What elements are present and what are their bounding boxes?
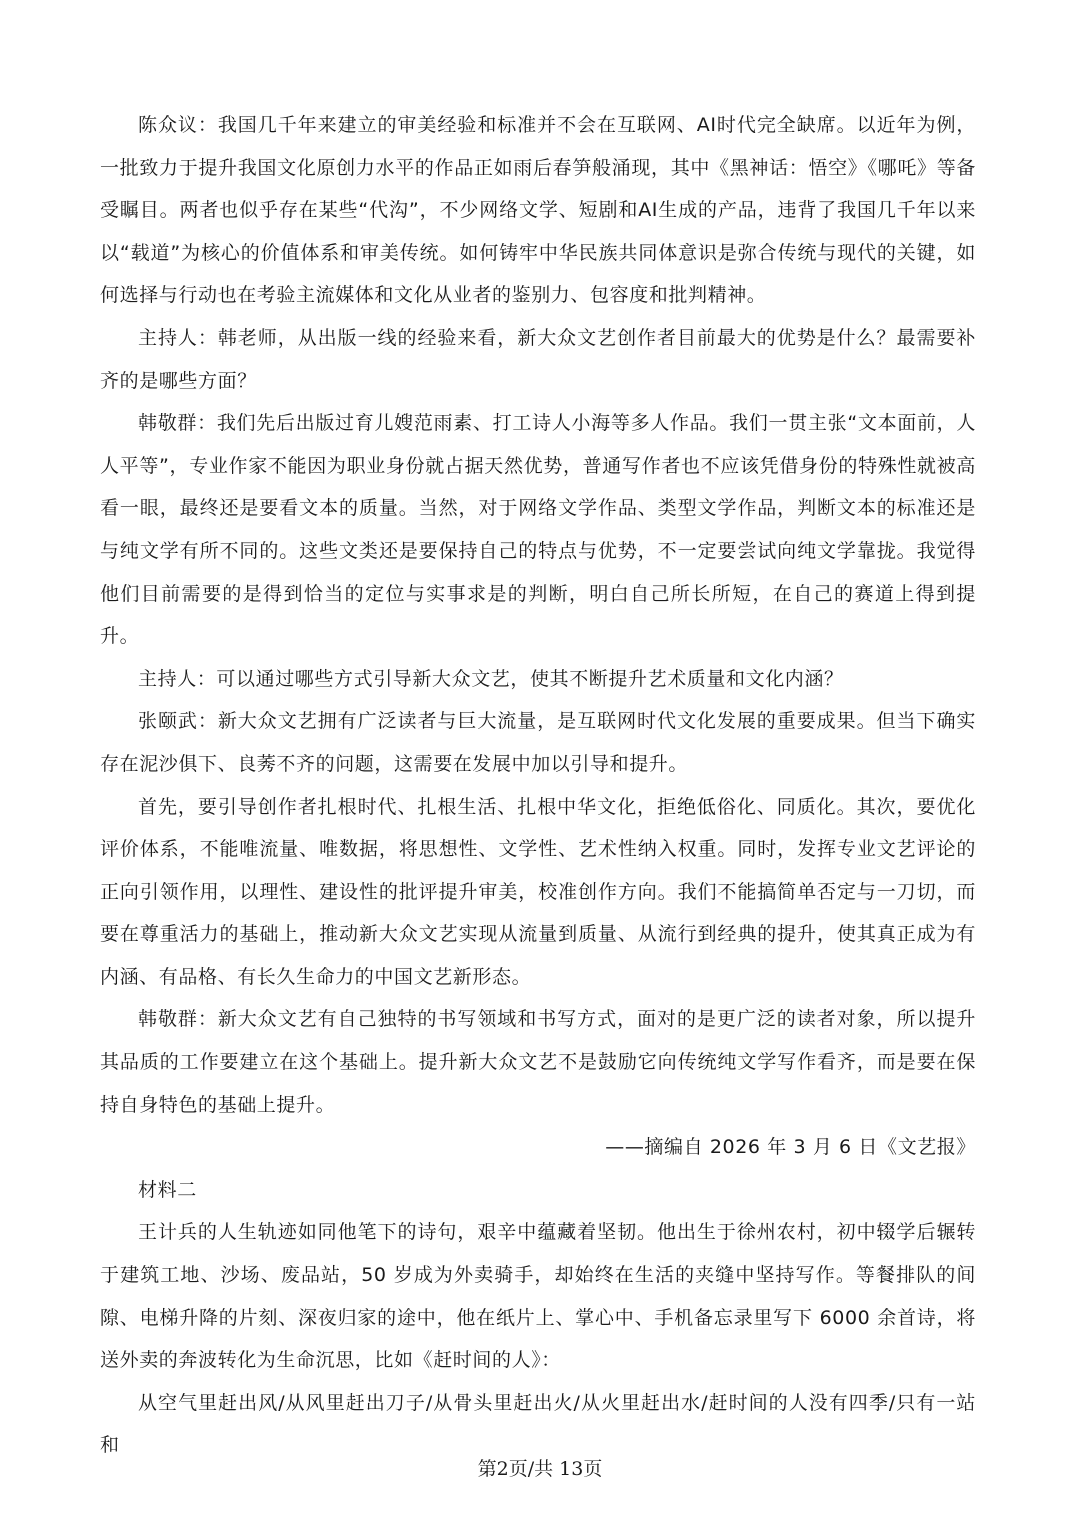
page-number: 第2页/共 13页 — [477, 1458, 603, 1480]
paragraph-zhang-yiwu-continued: 首先，要引导创作者扎根时代、扎根生活、扎根中华文化，拒绝低俗化、同质化。其次，要优化评价体系，不能唯流量、唯数据，将思想性、文学性、艺术性纳入权重。同时，发挥专业文艺评论的正向引领作用，以理性、建设性的批评提升审美，校准创作方向。我们不能搞简单否定与一刀切，而要在尊重活力的基础上，推动新大众文艺实现从流量到质量、从流行到经典的提升，使其真正成为有内涵、有品格、有长久生命力的中国文艺新形态。 — [100, 795, 976, 988]
paragraph-host-question-2: 主持人：可以通过哪些方式引导新大众文艺，使其不断提升艺术质量和文化内涵？ — [138, 667, 844, 690]
poem-excerpt: 从空气里赶出风/从风里赶出刀子/从骨头里赶出火/从火里赶出水/赶时间的人没有四季/只有一站和 — [100, 1391, 976, 1457]
source-citation: ——摘编自 2026 年 3 月 6 日《文艺报》 — [605, 1136, 976, 1159]
paragraph-chen-zhongyi: 陈众议：我国几千年来建立的审美经验和标准并不会在互联网、AI时代完全缺席。以近年为例，一批致力于提升我国文化原创力水平的作品正如雨后春笋般涌现，其中《黑神话：悟空》《哪吒》等备受瞩目。两者也似乎存在某些“代沟”，不少网络文学、短剧和AI生成的产品，违背了我国几千年以来以“载道”为核心的价值体系和审美传统。如何铸牢中华民族共同体意识是弥合传统与现代的关键，如何选择与行动也在考验主流媒体和文化从业者的鉴别力、包容度和批判精神。 — [100, 114, 976, 307]
document-body — [100, 104, 976, 1467]
paragraph-han-jingqun-2: 韩敬群：新大众文艺有自己独特的书写领域和书写方式，面对的是更广泛的读者对象，所以提升其品质的工作要建立在这个基础上。提升新大众文艺不是鼓励它向传统纯文学写作看齐，而是要在保持自身特色的基础上提升。 — [100, 1008, 976, 1116]
material-two-heading: 材料二 — [138, 1178, 197, 1201]
paragraph-wang-jibing: 王计兵的人生轨迹如同他笔下的诗句，艰辛中蕴藏着坚韧。他出生于徐州农村，初中辍学后辗转于建筑工地、沙场、废品站，50 岁成为外卖骑手，却始终在生活的夹缝中坚持写作。等餐排队的间隙、电梯升降的片刻、深夜归家的途中，他在纸片上、掌心中、手机备忘录里写下 6000 余首诗，将送外卖的奔波转化为生命沉思，比如《赶时间的人》： — [100, 1221, 976, 1372]
paragraph-han-jingqun-1: 韩敬群：我们先后出版过育儿嫂范雨素、打工诗人小海等多人作品。我们一贯主张“文本面前，人人平等”，专业作家不能因为职业身份就占据天然优势，普通写作者也不应该凭借身份的特殊性就被高看一眼，最终还是要看文本的质量。当然，对于网络文学作品、类型文学作品，判断文本的标准还是与纯文学有所不同的。这些文类还是要保持自己的特点与优势，不一定要尝试向纯文学靠拢。我觉得他们目前需要的是得到恰当的定位与实事求是的判断，明白自己所长所短，在自己的赛道上得到提升。 — [100, 412, 976, 648]
paragraph-zhang-yiwu: 张颐武：新大众文艺拥有广泛读者与巨大流量，是互联网时代文化发展的重要成果。但当下确实存在泥沙俱下、良莠不齐的问题，这需要在发展中加以引导和提升。 — [100, 710, 976, 775]
paragraph-host-question-1: 主持人：韩老师，从出版一线的经验来看，新大众文艺创作者目前最大的优势是什么？最需要补齐的是哪些方面？ — [100, 326, 976, 392]
